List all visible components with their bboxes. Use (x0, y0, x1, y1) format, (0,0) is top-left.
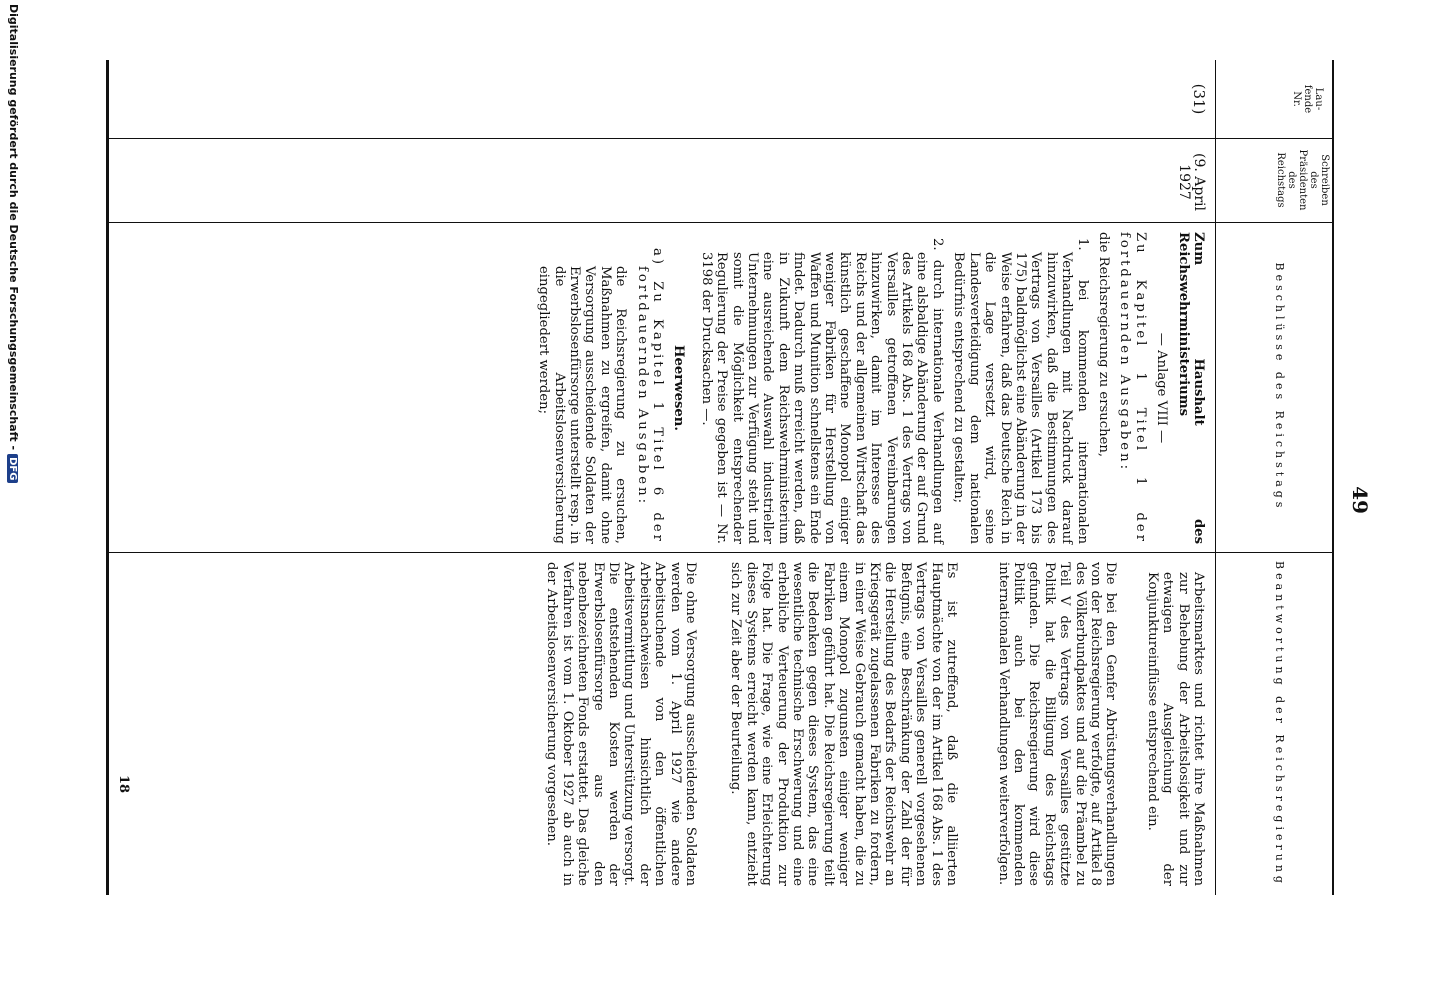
column-divider (109, 138, 1334, 139)
digitization-credit (7, 4, 20, 483)
resolution-item-2: 2. durch internationale Verhandlungen auf eine alsbaldige Abänderung der auf Grund des Artikels 168 Abs. 1 des Vertrags von Versailles getroffenen Vereinbarungen hinzuwirken, damit im Interesse des Reichs und der allgemeinen Wirtschaft das künstlich geschaffene Monopol einiger weniger Fabriken für Herstellung von Waffen und Munition schnellstens ein Ende findet. Dadurch muß erreicht werden, daß in Zukunft dem Reichswehrministerium eine ausreichende Auswahl industrieller Unternehmungen zur Verfügung steht und somit die Möglichkeit entsprechender Regulierung der Preise gegeben ist — Nr. 3198 der Drucksachen —. (698, 238, 945, 544)
header-beschluesse: Beschlüsse des Reichstags (1273, 262, 1286, 512)
header-laufende-nr: Lau- fende Nr. (1291, 84, 1324, 114)
credit-text: Digitalisierung gefördert durch die Deutsche Forschungsgemeinschaft - (7, 4, 20, 451)
resolution-annex: — Anlage VIII — (1154, 332, 1170, 444)
table-bottom-rule (106, 60, 109, 895)
footer-number: 18 (116, 775, 131, 794)
resolutions-table (99, 60, 1334, 895)
page-number: 49 (1348, 486, 1372, 514)
resolutions-column (530, 232, 1206, 544)
answer-2: Es ist zutreffend, daß die alliierten Hauptmächte von der im Artikel 168 Abs. 1 des Vertrags von Versailles generell vorgesehenen Befugnis, eine Beschränkung der Zahl der für die Herstellung des Bedarfs der Reichswehr an Kriegsgerät zugelassenen Fabriken zu fordern, in einer Weise Gebrauch gemacht haben, die zu einem Monopol zugunsten einiger weniger Fabriken geführt hat. Die Reichsregierung teilt die Bedenken gegen dieses System, das eine wesentliche technische Erschwerung und eine erhebliche Verteuerung der Produktion zur Folge hat. Die Frage, wie eine Erleichterung dieses Systems erreicht werden kann, entzieht sich zur Zeit aber der Beurteilung. (728, 562, 960, 886)
table-top-rule (1332, 60, 1334, 895)
entry-number: (31) (1190, 83, 1208, 115)
answer-continuation: Arbeitsmarktes und richtet ihre Maßnahmen zur Behebung der Arbeitslosigkeit und zur etwaigen Ausgleichung der Konjunktureinflüsse entsprechend ein. (1144, 572, 1206, 886)
answers-column (538, 562, 1206, 886)
column-divider (109, 222, 1334, 223)
resolution-chapter: Zu Kapitel 1 Titel 1 der fortdauernden Ausgaben: (1117, 232, 1148, 544)
dfg-logo: DFG (7, 454, 18, 483)
header-beantwortung: Beantwortung der Reichsregierung (1273, 561, 1286, 887)
resolution-intro: die Reichsregierung zu ersuchen, (1095, 232, 1111, 458)
column-divider (109, 552, 1334, 553)
resolution-heading: Zum Haushalt des Reichswehrministeriums (1175, 232, 1206, 544)
answer-1: Die bei den Genfer Abrüstungsverhandlungen von der Reichsregierung verfolgte, auf Artikel 8 des Völkerbundpaktes und auf die Präambel zu Teil V des Vertrags von Versailles gestützte Politik hat die Billigung des Reichstags gefunden. Die Reichsregierung wird diese Politik auch bei den kommenden internationalen Verhandlungen weiterverfolgen. (995, 562, 1119, 886)
answer-3: Die ohne Versorgung ausscheidenden Soldaten werden vom 1. April 1927 wie andere Arbeitsuchende von den öffentlichen Arbeitsnachweisen hinsichtlich der Arbeitsvermittlung und Unterstützung versorgt. Die entstehenden Kosten werden der Erwerbslosenfürsorge aus den nebenbezeichneten Fonds erstattet. Das gleiche Verfahren ist vom 1. Oktober 1927 ab auch in der Arbeitslosenversicherung vorgesehen. (544, 562, 699, 886)
entry-date: (9. April 1927 (1175, 153, 1207, 211)
header-schreiben: Schreiben des Präsidenten des Reichstags (1275, 149, 1330, 211)
resolution-heer-heading: Heerwesen. (671, 345, 687, 431)
resolution-item-a-text: die Reichsregierung zu ersuchen, Maßnahmen zu ergreifen, damit ohne Versorgung ausscheidende Soldaten der Erwerbslosenfürsorge unterstellt resp. in die Arbeitslosenversicherung eingegliedert werden; (536, 266, 629, 544)
table-header-rule (1215, 60, 1216, 895)
resolution-item-a: a) Zu Kapitel 1 Titel 6 der fortdauernden Ausgaben: (634, 248, 665, 544)
resolution-item-1: 1. bei kommenden internationalen Verhandlungen mit Nachdruck darauf hinzuwirken, daß die Bestimmungen des Vertrags von Versailles (Artikel 173 bis 175) baldmöglichst eine Abänderung in der Weise erfahren, daß das Deutsche Reich in die Lage versetzt wird, seine Landesverteidigung dem nationalen Bedürfnis entsprechend zu gestalten; (951, 238, 1090, 544)
